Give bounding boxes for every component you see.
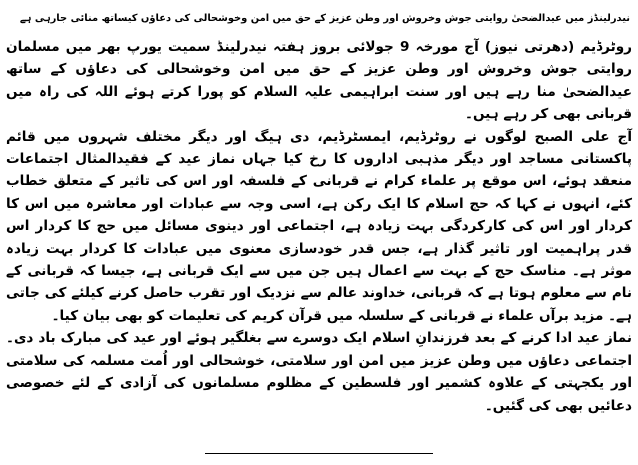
article-body [6,36,632,417]
article-paragraph-conclusion: نماز عید ادا کرنے کے بعد فرزندانِ اسلام ایک دوسرے سے بغلگیر ہوئے اور عید کی مبارک باد دی۔ اجتماعی دعاؤں میں وطن عزیز میں امن اور سلامتی، خوشحالی اور اُمت مسلمہ کی سلامتی اور یکجہتی کے علاوہ کشمیر اور فلسطین کے مظلوم مسلمانوں کی آزادی کے لئے خصوصی دعائیں بھی کی گئیں۔ [6,330,632,414]
article-paragraph-intro: روٹرڈیم (دھرتی نیوز) آج مورخہ 9 جولائی بروز ہفتہ نیدرلینڈ سمیت یورپ بھر میں مسلمان روایتی جوش وخروش اور وطن عزیز کے حق میں امن وخوشحالی کی دعاؤں کے ساتھ عیدالضحیٰ منا رہے ہیں اور سنت ابراہیمی علیہ السلام کو پورا کرتے ہوئے اللہ کی راہ میں قربانی بھی کر رہے ہیں۔ [6,39,632,123]
end-of-article-divider [205,453,433,454]
article-headline: نیدرلینڈز میں عیدالضحیٰ روایتی جوش وخروش اور وطن عزیز کے حق میں امن وخوشحالی کی دعاؤں کیساتھ منائی جارہی ہے [19,13,630,24]
article-paragraph-prayers: آج علی الصبح لوگوں نے روٹرڈیم، ایمسٹرڈیم، دی ہیگ اور دیگر مختلف شہروں میں قائم پاکستانی مساجد اور دیگر مذہبی اداروں کا رخ کیا جہاں نماز عید کے فقیدالمثال اجتماعات منعقد ہوئے، اس موقع پر علماء کرام نے قربانی کے فلسفہ اور اس کی تاثیر کے متعلق خطاب کئے، انہوں نے کہا کہ حج اسلام کا ایک رکن ہے، اسی وجہ سے عبادات اور معاشرہ میں اس کا کردار اور اس کی کارکردگی بہت زیادہ ہے، اجتماعی اور دینوی مسائل میں حج کا کردار اس قدر پراہمیت اور تاثیر گذار ہے، جس قدر خودسازی معنوی میں عبادات کا کردار بہت زیادہ موثر ہے۔ مناسک حج کے بہت سے اعمال ہیں جن میں سے ایک قربانی ہے، جیسا کہ قربانی کے نام سے معلوم ہوتا ہے کہ قربانی، خداوند عالم سے نزدیک اور تقرب حاصل کرنے کیلئے کی جاتی ہے۔ مزید برآں علماء نے قربانی کے سلسلہ میں قرآن کریم کی تعلیمات کو بھی بیان کیا۔ [6,128,632,324]
